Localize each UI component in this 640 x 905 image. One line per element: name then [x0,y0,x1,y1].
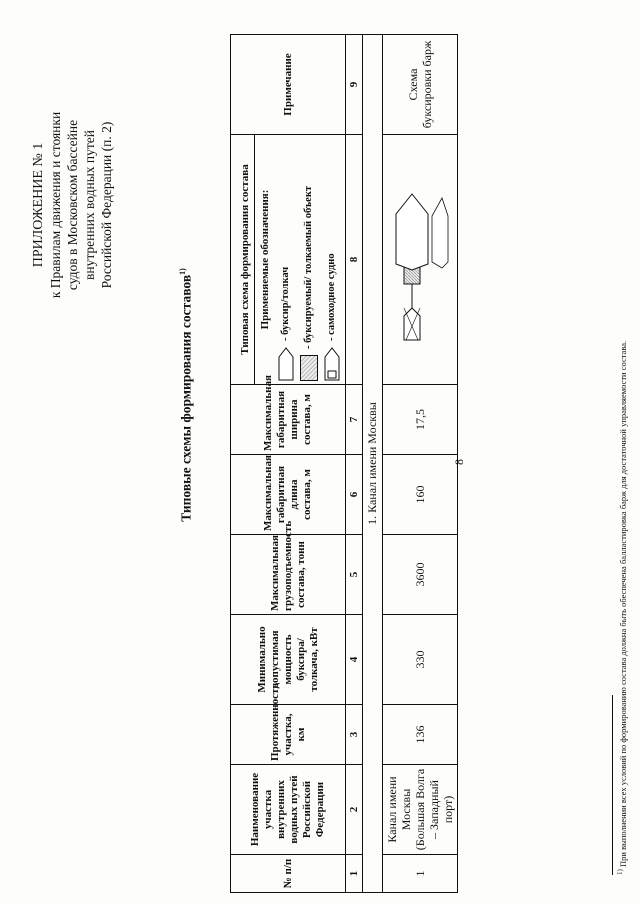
section-title: 1. Канал имени Москвы [363,35,383,893]
document-title-text: Типовые схемы формирования составов [178,274,194,522]
scheme-title: Типовая схема формирования состава [238,164,251,355]
header-capacity: Максимальная грузоподъемность состава, тонн [231,535,346,615]
col-number: 5 [346,535,363,615]
table-row [383,35,458,893]
legend-tug-label: - буксир/толкач [280,266,291,341]
barge-icon [300,355,318,381]
row-length: 136 [383,705,458,765]
row-capacity: 3600 [383,535,458,615]
col-number: 9 [346,35,363,135]
appendix-line-3: судов в Московском бассейне [65,119,80,291]
tug-icon [278,347,294,381]
header-max-length: Максимальная габаритная длина состава, м [231,455,346,535]
row-note: Схема буксировки барж [383,35,458,135]
row-max-width: 17,5 [383,385,458,455]
header-scheme [231,135,346,385]
column-number-row [346,35,363,893]
row-max-length: 160 [383,455,458,535]
row-num: 1 [383,855,458,893]
footnote-mark: 1) [616,869,624,875]
col-number: 1 [346,855,363,893]
document-title [178,185,195,605]
legend-item-barge [300,138,318,381]
appendix-header [30,25,115,385]
appendix-line-1: ПРИЛОЖЕНИЕ № 1 [31,142,46,268]
legend-barge-label: - буксируемый/ толкаемый объект [303,185,314,349]
row-scheme [383,135,458,385]
legend-item-selfpropelled [324,138,340,381]
footnote [612,15,628,875]
section-row [363,35,383,893]
formation-schemes-table [230,34,458,893]
title-footnote-mark: 1) [178,268,187,275]
appendix-line-2: к Правилам движения и стоянки [48,111,63,299]
header-num: № п/п [231,855,346,893]
tow-scheme-diagram [390,175,450,345]
header-section-name: Наименование участка внутренних водных путей Российской Федерации [231,765,346,855]
col-number: 8 [346,135,363,385]
header-note: Примечание [231,35,346,135]
legend-item-tug [278,138,294,381]
legend-heading: Применяемые обозначения: [258,189,271,330]
self-propelled-vessel-icon [324,347,340,381]
col-number: 4 [346,615,363,705]
col-number: 2 [346,765,363,855]
page-number: 8 [452,459,466,465]
col-number: 3 [346,705,363,765]
row-section-name: Канал имени Москвы (Большая Волга – Западный порт) [383,765,458,855]
footnote-rule [612,695,613,875]
row-power: 330 [383,615,458,705]
legend-selfpropelled-label: - самоходное судно [326,253,337,341]
col-number: 7 [346,385,363,455]
col-number: 6 [346,455,363,535]
footnote-text: При выполнении всех условий по формированию состава должна быть обеспечена балластировка барж для достаточной управляемости состава. [617,340,628,867]
appendix-line-5: Российской Федерации (п. 2) [99,121,114,289]
header-max-width: Максимальная габаритная ширина состава, м [231,385,346,455]
header-length: Протяженность участка, км [231,705,346,765]
header-power: Минимально допустимая мощность буксира/толкача, кВт [231,615,346,705]
appendix-line-4: внутренних водных путей [82,130,97,280]
header-row [231,35,346,893]
